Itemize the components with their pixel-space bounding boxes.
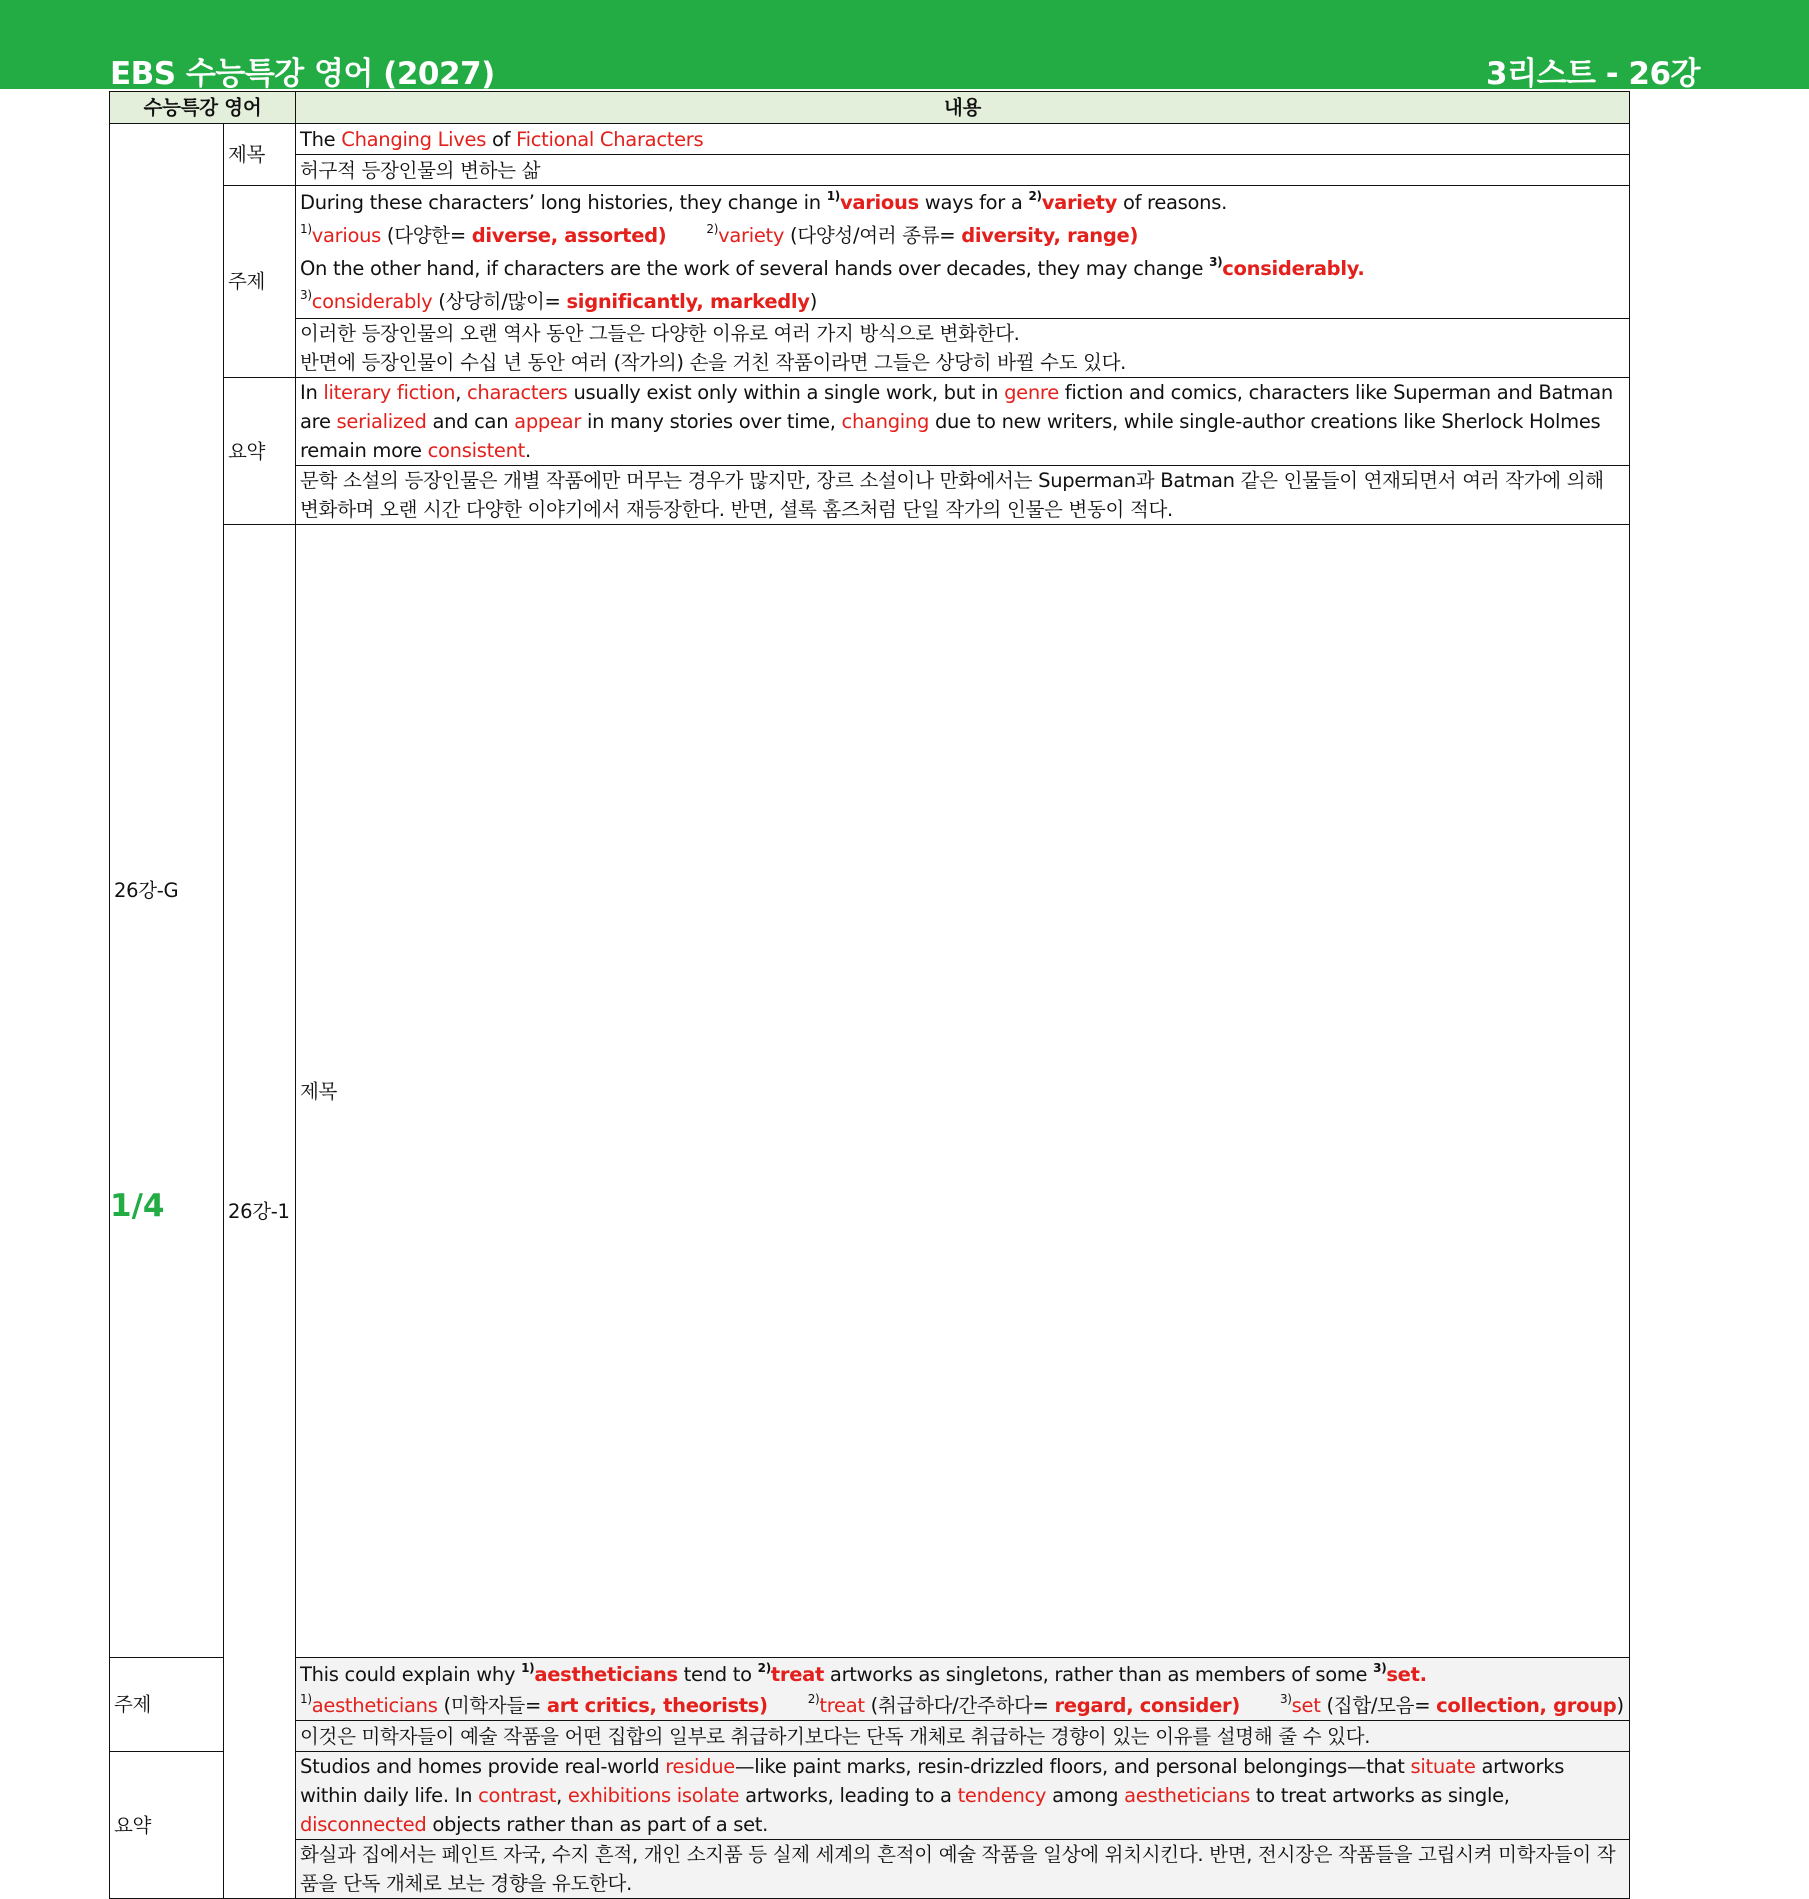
text-segment: , bbox=[556, 1784, 568, 1807]
label-theme: 주제 bbox=[110, 1658, 224, 1752]
keyword: appear bbox=[514, 410, 582, 433]
text-segment: . bbox=[525, 439, 531, 462]
keyword: Changing Lives bbox=[341, 127, 487, 151]
vocab-line: $^{1)}$aestheticians (미학자들= art critics, theorists) $^{2)}$treat (취급하다/간주하다= regard, consider) $^{3)}$set (집합/모음= collection, group) bbox=[300, 1692, 1624, 1717]
text-segment: —like paint marks, resin-drizzled floors, and personal belongings—that bbox=[735, 1755, 1411, 1778]
label-title: 제목 bbox=[296, 525, 1630, 1658]
summary-en bbox=[296, 378, 1630, 466]
theme-sentence: This could explain why $^{1)}$aestheticians tend to $^{2)}$treat artworks as singletons, rather than as members of some $^{3)}$set. bbox=[300, 1661, 1427, 1686]
text-segment: and can bbox=[426, 410, 515, 433]
summary-en bbox=[296, 1752, 1630, 1840]
table-row bbox=[110, 1752, 1630, 1840]
page-number: 1/4 bbox=[110, 1188, 165, 1224]
theme-en bbox=[296, 1658, 1630, 1721]
keyword: consistent bbox=[427, 439, 526, 462]
vocab-line: $^{1)}$various (다양한= diverse, assorted) $^{2)}$variety (다양성/여러 종류= diversity, range) bbox=[300, 222, 1139, 247]
header-banner bbox=[0, 0, 1809, 92]
summary-ko: 화실과 집에서는 페인트 자국, 수지 흔적, 개인 소지품 등 실제 세계의 흔적이 예술 작품을 일상에 위치시킨다. 반면, 전시장은 작품들을 고립시켜 미학자들이 작품을 단독 개체로 보는 경향을 유도한다. bbox=[296, 1840, 1630, 1899]
theme-ko: 이것은 미학자들이 예술 작품을 어떤 집합의 일부로 취급하기보다는 단독 개체로 취급하는 경향이 있는 이유를 설명해 줄 수 있다. bbox=[296, 1721, 1630, 1752]
keyword: disconnected bbox=[300, 1813, 427, 1836]
table-row bbox=[110, 525, 1630, 1280]
label-summary: 요약 bbox=[224, 378, 296, 525]
text-segment: fiction and comics, characters like Superman and Batman are bbox=[300, 381, 1613, 433]
keyword: aestheticians bbox=[1124, 1784, 1250, 1807]
text-segment: objects rather than as part of a set. bbox=[426, 1813, 769, 1836]
text-segment: usually exist only within a single work, but in bbox=[567, 381, 1005, 404]
text-segment: Studios and homes provide real-world bbox=[300, 1755, 666, 1778]
keyword: characters bbox=[467, 381, 568, 404]
summary-ko: 문학 소설의 등장인물은 개별 작품에만 머무는 경우가 많지만, 장르 소설이나 만화에서는 Superman과 Batman 같은 인물들이 연재되면서 여러 작가에 의해 변화하며 오랜 시간 다양한 이야기에서 재등장한다. 반면, 셜록 홈즈처럼 단일 작가의 인물은 변동이 적다. bbox=[296, 466, 1630, 525]
table-row bbox=[110, 1658, 1630, 1721]
label-title: 제목 bbox=[224, 124, 296, 186]
table-row bbox=[110, 1721, 1630, 1752]
document-title: EBS 수능특강 영어 (2027) bbox=[110, 56, 495, 92]
table-row bbox=[110, 155, 1630, 186]
title-en: The Changing Lives of Fictional Characters bbox=[296, 124, 1630, 155]
keyword: serialized bbox=[336, 410, 427, 433]
keyword: changing bbox=[841, 410, 930, 433]
theme-ko: 이러한 등장인물의 오랜 역사 동안 그들은 다양한 이유로 여러 가지 방식으로 변화한다. 반면에 등장인물이 수십 년 동안 여러 (작가의) 손을 거친 작품이라면 그들은 상당히 바뀔 수도 있다. bbox=[296, 319, 1630, 378]
vocab-line: $^{3)}$considerably (상당히/많이= significantly, markedly) bbox=[300, 288, 818, 313]
table-header-row bbox=[110, 92, 1630, 124]
keyword: exhibitions isolate bbox=[567, 1784, 740, 1807]
text-segment: In bbox=[300, 381, 324, 404]
keyword: Fictional Characters bbox=[516, 127, 704, 151]
table-row bbox=[110, 466, 1630, 525]
keyword: genre bbox=[1004, 381, 1059, 404]
col-header-section: 수능특강 영어 bbox=[110, 92, 296, 124]
text-segment: due to new writers, while single-author creations like Sherlock Holmes remain more bbox=[300, 410, 1601, 462]
text-segment: artworks, leading to a bbox=[739, 1784, 958, 1807]
label-theme: 주제 bbox=[224, 186, 296, 378]
label-summary: 요약 bbox=[110, 1752, 224, 1899]
theme-en bbox=[296, 186, 1630, 319]
table-row bbox=[110, 124, 1630, 155]
table-row bbox=[110, 378, 1630, 466]
section-cell: 26강-G bbox=[110, 124, 224, 1658]
keyword: literary fiction bbox=[323, 381, 456, 404]
content-table bbox=[109, 91, 1630, 1899]
text-segment: among bbox=[1046, 1784, 1125, 1807]
text-segment: artworks within daily life. In bbox=[300, 1755, 1565, 1807]
keyword: residue bbox=[665, 1755, 735, 1778]
table-row bbox=[110, 319, 1630, 378]
summary-text bbox=[300, 381, 1613, 462]
theme-sentence: On the other hand, if characters are the work of several hands over decades, they may change $^{3)}$considerably. bbox=[300, 255, 1365, 280]
keyword: situate bbox=[1410, 1755, 1476, 1778]
col-header-content: 내용 bbox=[296, 92, 1630, 124]
table-row bbox=[110, 1840, 1630, 1899]
summary-text bbox=[300, 1755, 1564, 1836]
table-row bbox=[110, 186, 1630, 319]
lesson-label: 3리스트 - 26강 bbox=[1486, 56, 1700, 92]
title-ko: 허구적 등장인물의 변하는 삶 bbox=[296, 155, 1630, 186]
keyword: tendency bbox=[957, 1784, 1047, 1807]
text-segment: in many stories over time, bbox=[581, 410, 842, 433]
section-cell: 26강-1 bbox=[224, 525, 296, 1899]
keyword: contrast bbox=[478, 1784, 557, 1807]
theme-sentence: During these characters’ long histories, they change in $^{1)}$various ways for a $^{2)}$variety of reasons. bbox=[300, 189, 1227, 214]
text-segment: , bbox=[455, 381, 467, 404]
text-segment: to treat artworks as single, bbox=[1250, 1784, 1510, 1807]
